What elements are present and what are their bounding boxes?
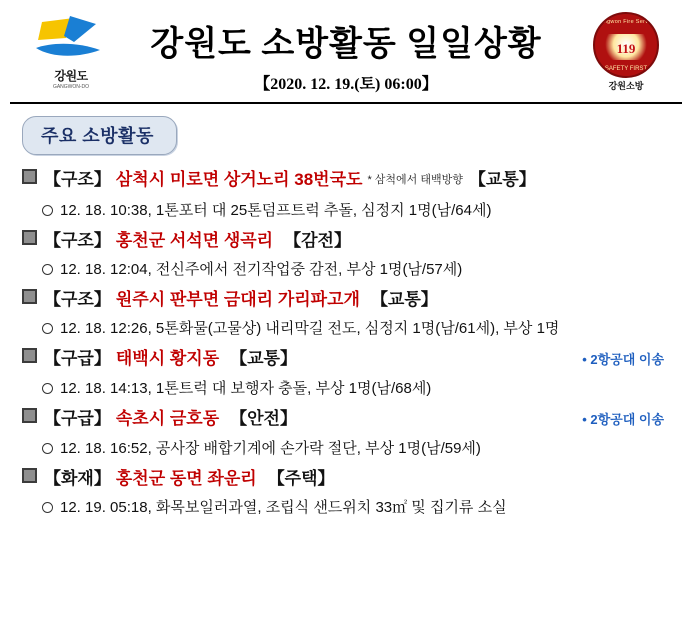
document-header [0, 0, 692, 104]
gangwon-fire-emblem [584, 12, 668, 92]
incident-type-tag: 【교통】 [370, 290, 438, 309]
incident-list [0, 165, 692, 522]
report-datetime: 【2020. 12. 19.(토) 06:00】 [254, 76, 438, 93]
incident-detail: 12. 18. 14:13, 1톤트럭 대 보행자 충돌, 부상 1명(남/68세) [60, 380, 432, 397]
incident-transport-note: • 2항공대 이송 [582, 412, 664, 427]
fire-emblem-badge-icon [593, 12, 659, 78]
title-block [120, 16, 572, 94]
incident-item [0, 404, 692, 463]
incident-item [0, 344, 692, 403]
circle-bullet-icon [42, 502, 53, 513]
incident-detail: 12. 18. 12:26, 5톤화물(고물상) 내리막길 전도, 심정지 1명(남/61세), 부상 1명 [60, 320, 560, 337]
section-heading: 주요 소방활동 [22, 116, 177, 155]
circle-bullet-icon [42, 443, 53, 454]
incident-location: 홍천군 동면 좌운리 [115, 469, 257, 488]
circle-bullet-icon [42, 264, 53, 275]
incident-type-tag: 【주택】 [267, 469, 335, 488]
incident-category: 【구조】 [44, 231, 111, 250]
fire-emblem-label: 강원소방 [608, 81, 644, 91]
square-bullet-icon [22, 408, 37, 423]
incident-detail: 12. 18. 16:52, 공사장 배합기계에 손가락 절단, 부상 1명(남/59세) [60, 440, 481, 457]
incident-category: 【구급】 [44, 349, 111, 368]
incident-type-tag: 【감전】 [284, 231, 351, 250]
incident-header [22, 404, 682, 435]
incident-detail: 12. 18. 10:38, 1톤포터 대 25톤덤프트럭 추돌, 심정지 1명(남/64세) [60, 202, 492, 219]
incident-header [22, 285, 682, 315]
incident-item [0, 285, 692, 343]
square-bullet-icon [22, 348, 37, 363]
incident-detail-row [22, 435, 682, 463]
gangwon-logo-mark [30, 14, 112, 66]
square-bullet-icon [22, 169, 37, 184]
incident-header [22, 226, 682, 256]
incident-item [0, 464, 692, 522]
fire-emblem-number: 119 [616, 41, 636, 56]
gangwon-province-logo [30, 14, 112, 90]
incident-type-tag: 【교통】 [468, 170, 536, 189]
incident-note: * 삼척에서 태백방향 [367, 174, 463, 186]
incident-location: 태백시 황지동 [115, 349, 220, 368]
fire-emblem-top-text: Gangwon Fire Service [595, 19, 657, 25]
incident-category: 【화재】 [44, 469, 111, 488]
incident-location: 삼척시 미로면 상거노리 38번국도 [115, 170, 363, 189]
fire-emblem-bottom-text: SAFETY FIRST [604, 66, 648, 72]
circle-bullet-icon [42, 205, 53, 216]
incident-detail-row [22, 494, 682, 522]
gangwon-logo-sublabel: GANGWON-DO [52, 84, 90, 90]
incident-category: 【구조】 [44, 170, 111, 189]
incident-type-tag: 【안전】 [230, 409, 297, 428]
square-bullet-icon [22, 289, 37, 304]
incident-detail: 12. 19. 05:18, 화목보일러과열, 조립식 샌드위치 33㎡ 및 집기류 소실 [60, 499, 507, 516]
incident-detail-row [22, 197, 682, 225]
circle-bullet-icon [42, 383, 53, 394]
incident-type-tag: 【교통】 [230, 349, 297, 368]
header-divider [10, 102, 682, 104]
incident-category: 【구조】 [44, 290, 111, 309]
incident-detail-row [22, 315, 682, 343]
gangwon-logo-label: 강원도 [54, 69, 88, 83]
circle-bullet-icon [42, 323, 53, 334]
page-title: 강원도 소방활동 일일상황 [150, 26, 542, 63]
square-bullet-icon [22, 230, 37, 245]
incident-location: 속초시 금호동 [115, 409, 220, 428]
incident-location: 홍천군 서석면 생곡리 [115, 231, 274, 250]
incident-header [22, 464, 682, 494]
incident-category: 【구급】 [44, 409, 111, 428]
incident-transport-note: • 2항공대 이송 [582, 352, 664, 367]
incident-location: 원주시 판부면 금대리 가리파고개 [115, 290, 360, 309]
incident-header [22, 344, 682, 375]
incident-detail-row [22, 375, 682, 403]
incident-detail: 12. 18. 12:04, 전신주에서 전기작업중 감전, 부상 1명(남/57세) [60, 261, 463, 278]
incident-item [0, 226, 692, 284]
incident-item [0, 165, 692, 225]
square-bullet-icon [22, 468, 37, 483]
incident-detail-row [22, 256, 682, 284]
incident-header [22, 165, 682, 197]
